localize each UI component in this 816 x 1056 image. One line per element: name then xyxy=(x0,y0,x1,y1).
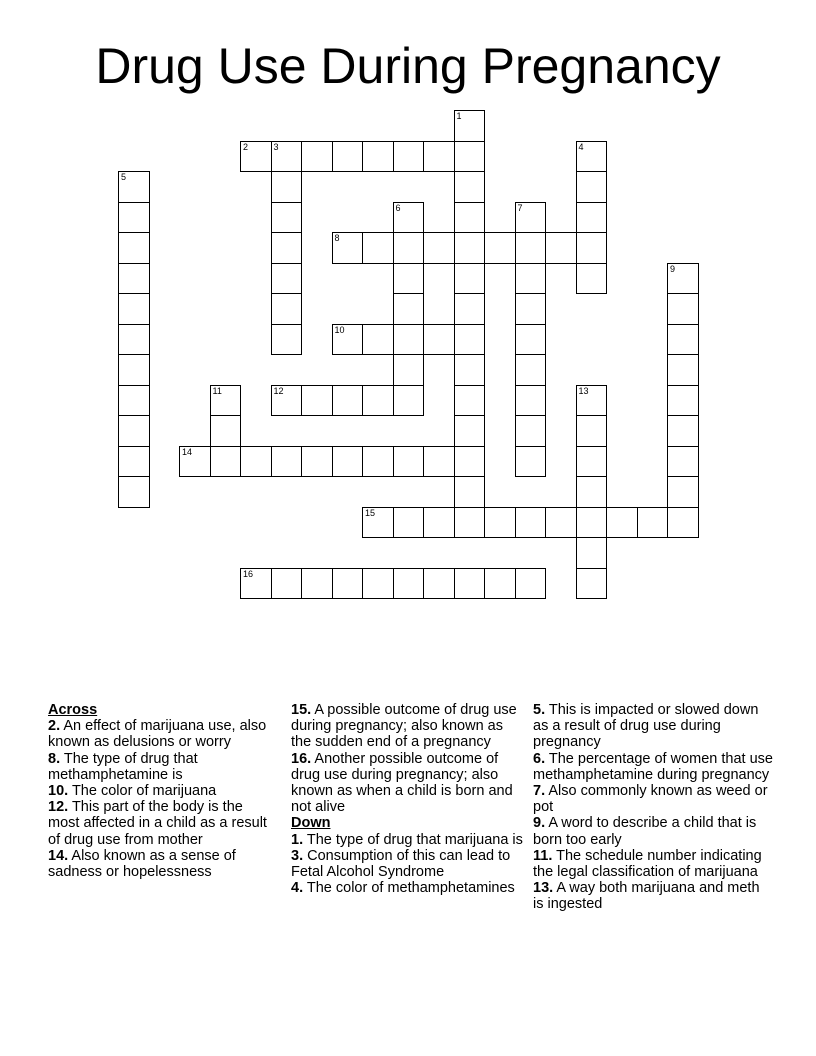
grid-cell[interactable] xyxy=(118,354,150,386)
clue-number: 5. xyxy=(533,702,546,718)
clues-column-3 xyxy=(533,702,773,913)
grid-cell[interactable] xyxy=(515,568,547,600)
grid-cell[interactable] xyxy=(210,446,242,478)
clue-number: 6. xyxy=(533,750,546,767)
grid-cell[interactable] xyxy=(667,446,699,478)
grid-cell[interactable] xyxy=(332,141,364,173)
grid-cell[interactable] xyxy=(118,415,150,447)
grid-cell[interactable] xyxy=(271,202,303,234)
grid-cell[interactable] xyxy=(393,263,425,295)
grid-cell[interactable] xyxy=(484,507,516,539)
grid-cell[interactable] xyxy=(454,354,486,386)
grid-cell[interactable] xyxy=(271,171,303,203)
clue-number: 14. xyxy=(48,847,69,864)
grid-cell[interactable] xyxy=(515,293,547,325)
grid-cell[interactable] xyxy=(454,476,486,508)
clue-across-12 xyxy=(48,799,274,848)
grid-cell[interactable] xyxy=(423,507,455,539)
clue-text: The color of marijuana xyxy=(71,783,217,800)
clue-number: 4. xyxy=(291,880,304,897)
clue-number: 2. xyxy=(48,718,61,735)
grid-cell[interactable] xyxy=(423,568,455,600)
grid-cell[interactable] xyxy=(576,232,608,264)
grid-cell[interactable] xyxy=(667,507,699,539)
cell-number: 16 xyxy=(243,568,254,579)
grid-cell[interactable] xyxy=(515,324,547,356)
cell-number: 12 xyxy=(273,385,284,396)
grid-cell[interactable] xyxy=(393,385,425,417)
clue-text: Also known as a sense of sadness or hopelessness xyxy=(48,847,236,881)
clue-number: 16. xyxy=(291,750,312,767)
clue-down-7 xyxy=(533,783,773,815)
grid-cell[interactable] xyxy=(667,385,699,417)
clue-down-5 xyxy=(533,702,773,751)
clue-number: 7. xyxy=(533,783,546,800)
grid-cell[interactable] xyxy=(362,385,394,417)
grid-cell[interactable] xyxy=(118,232,150,264)
clue-number: 13. xyxy=(533,880,554,897)
grid-cell[interactable] xyxy=(515,354,547,386)
grid-cell[interactable] xyxy=(301,446,333,478)
clue-text: Consumption of this can lead to Fetal Alcohol Syndrome xyxy=(291,847,511,881)
cell-number: 2 xyxy=(243,141,249,152)
clues-column-1 xyxy=(48,702,274,880)
grid-cell[interactable] xyxy=(118,324,150,356)
grid-cell[interactable] xyxy=(118,385,150,417)
grid-cell[interactable] xyxy=(454,415,486,447)
down-heading: Down xyxy=(291,815,331,832)
grid-cell[interactable] xyxy=(515,385,547,417)
grid-cell[interactable] xyxy=(545,507,577,539)
grid-cell[interactable] xyxy=(393,568,425,600)
grid-cell[interactable] xyxy=(301,141,333,173)
grid-cell[interactable] xyxy=(210,415,242,447)
clue-number: 3. xyxy=(291,847,304,864)
clue-text: This is impacted or slowed down as a result of drug use during pregnancy xyxy=(533,702,759,751)
grid-cell[interactable] xyxy=(393,141,425,173)
grid-cell[interactable] xyxy=(362,446,394,478)
grid-cell[interactable] xyxy=(118,202,150,234)
clue-text: The percentage of women that use methamphetamine during pregnancy xyxy=(533,750,773,783)
grid-cell[interactable] xyxy=(515,232,547,264)
grid-cell[interactable] xyxy=(454,568,486,600)
clue-number: 9. xyxy=(533,815,546,832)
clue-text: The type of drug that marijuana is xyxy=(306,831,523,848)
clue-down-4 xyxy=(291,880,527,896)
grid-cell[interactable] xyxy=(118,263,150,295)
grid-cell[interactable] xyxy=(118,446,150,478)
grid-cell[interactable] xyxy=(240,141,272,173)
clue-down-3 xyxy=(291,848,527,880)
grid-cell[interactable] xyxy=(576,446,608,478)
grid-cell[interactable] xyxy=(576,141,608,173)
grid-cell[interactable] xyxy=(179,446,211,478)
clue-text: The color of methamphetamines xyxy=(306,880,515,897)
grid-cell[interactable] xyxy=(332,324,364,356)
grid-cell[interactable] xyxy=(118,476,150,508)
grid-cell[interactable] xyxy=(301,568,333,600)
grid-cell[interactable] xyxy=(454,385,486,417)
clue-across-10 xyxy=(48,783,274,799)
grid-cell[interactable] xyxy=(454,110,486,142)
grid-cell[interactable] xyxy=(362,232,394,264)
grid-cell[interactable] xyxy=(576,202,608,234)
grid-cell[interactable] xyxy=(393,354,425,386)
clue-down-6 xyxy=(533,751,773,783)
across-heading: Across xyxy=(48,702,98,718)
grid-cell[interactable] xyxy=(362,324,394,356)
cell-number: 15 xyxy=(365,507,376,518)
grid-cell[interactable] xyxy=(118,293,150,325)
grid-cell[interactable] xyxy=(423,141,455,173)
cell-number: 11 xyxy=(212,385,222,396)
clue-number: 11. xyxy=(533,847,553,864)
grid-cell[interactable] xyxy=(210,385,242,417)
clue-across-16 xyxy=(291,751,527,816)
cell-number: 3 xyxy=(273,141,279,152)
grid-cell[interactable] xyxy=(271,263,303,295)
clue-across-8 xyxy=(48,751,274,783)
grid-cell[interactable] xyxy=(240,446,272,478)
grid-cell[interactable] xyxy=(454,202,486,234)
cell-number: 6 xyxy=(395,202,401,213)
clue-across-14 xyxy=(48,848,274,880)
clue-number: 1. xyxy=(291,831,304,848)
grid-cell[interactable] xyxy=(515,263,547,295)
clue-text: The schedule number indicating the legal classification of marijuana xyxy=(533,847,762,881)
clue-down-13 xyxy=(533,880,773,912)
cell-number: 7 xyxy=(517,202,523,213)
grid-cell[interactable] xyxy=(118,171,150,203)
clue-down-11 xyxy=(533,848,773,880)
clue-down-9 xyxy=(533,815,773,847)
grid-cell[interactable] xyxy=(576,415,608,447)
grid-cell[interactable] xyxy=(576,385,608,417)
clue-across-2 xyxy=(48,718,274,750)
clue-text: A way both marijuana and meth is ingested xyxy=(533,880,760,913)
grid-cell[interactable] xyxy=(271,293,303,325)
grid-cell[interactable] xyxy=(362,141,394,173)
grid-cell[interactable] xyxy=(271,446,303,478)
grid-cell[interactable] xyxy=(576,537,608,569)
grid-cell[interactable] xyxy=(332,568,364,600)
grid-cell[interactable] xyxy=(271,141,303,173)
grid-cell[interactable] xyxy=(515,415,547,447)
grid-cell[interactable] xyxy=(576,476,608,508)
grid-cell[interactable] xyxy=(393,324,425,356)
grid-cell[interactable] xyxy=(454,263,486,295)
grid-cell[interactable] xyxy=(301,385,333,417)
grid-cell[interactable] xyxy=(332,232,364,264)
grid-cell[interactable] xyxy=(515,507,547,539)
clue-across-15 xyxy=(291,702,527,751)
clue-text: A possible outcome of drug use during pregnancy; also known as the sudden end of a pregnancy xyxy=(291,702,517,751)
grid-cell[interactable] xyxy=(484,232,516,264)
cell-number: 4 xyxy=(578,141,584,152)
grid-cell[interactable] xyxy=(484,568,516,600)
clue-text: Also commonly known as weed or pot xyxy=(533,783,768,816)
grid-cell[interactable] xyxy=(515,446,547,478)
grid-cell[interactable] xyxy=(423,446,455,478)
grid-cell[interactable] xyxy=(545,232,577,264)
clue-number: 8. xyxy=(48,750,61,767)
cell-number: 9 xyxy=(670,263,676,274)
grid-cell[interactable] xyxy=(393,232,425,264)
page-title: Drug Use During Pregnancy xyxy=(95,38,721,94)
grid-cell[interactable] xyxy=(362,507,394,539)
grid-cell[interactable] xyxy=(667,354,699,386)
grid-cell[interactable] xyxy=(637,507,669,539)
grid-cell[interactable] xyxy=(667,324,699,356)
grid-cell[interactable] xyxy=(454,507,486,539)
grid-cell[interactable] xyxy=(454,171,486,203)
cell-number: 8 xyxy=(334,233,340,243)
grid-cell[interactable] xyxy=(423,232,455,264)
clue-down-1 xyxy=(291,832,527,848)
grid-cell[interactable] xyxy=(271,232,303,264)
grid-cell[interactable] xyxy=(454,141,486,173)
grid-cell[interactable] xyxy=(667,263,699,295)
grid-cell[interactable] xyxy=(606,507,638,539)
grid-cell[interactable] xyxy=(667,476,699,508)
cell-number: 10 xyxy=(334,324,345,335)
grid-cell[interactable] xyxy=(423,324,455,356)
grid-cell[interactable] xyxy=(576,263,608,295)
grid-cell[interactable] xyxy=(332,385,364,417)
grid-cell[interactable] xyxy=(667,293,699,325)
grid-cell[interactable] xyxy=(667,415,699,447)
clues-column-2 xyxy=(291,702,527,896)
grid-cell[interactable] xyxy=(576,171,608,203)
grid-cell[interactable] xyxy=(393,202,425,234)
grid-cell[interactable] xyxy=(271,324,303,356)
clue-number: 10. xyxy=(48,783,69,800)
grid-cell[interactable] xyxy=(454,232,486,264)
grid-cell[interactable] xyxy=(240,568,272,600)
grid-cell[interactable] xyxy=(515,202,547,234)
grid-cell[interactable] xyxy=(362,568,394,600)
cell-number: 5 xyxy=(121,172,127,182)
grid-cell[interactable] xyxy=(393,446,425,478)
grid-cell[interactable] xyxy=(454,293,486,325)
cell-number: 14 xyxy=(182,446,193,457)
cell-number: 13 xyxy=(578,385,589,396)
cell-number: 1 xyxy=(456,111,462,121)
clue-text: This part of the body is the most affected in a child as a result of drug use from mother xyxy=(48,799,267,848)
clue-text: Another possible outcome of drug use during pregnancy; also known as when a child is born and not alive xyxy=(291,750,513,816)
grid-cell[interactable] xyxy=(393,507,425,539)
clue-text: The type of drug that methamphetamine is xyxy=(48,750,198,783)
grid-cell[interactable] xyxy=(454,446,486,478)
grid-cell[interactable] xyxy=(576,507,608,539)
clue-number: 12. xyxy=(48,799,69,816)
grid-cell[interactable] xyxy=(454,324,486,356)
clue-text: A word to describe a child that is born too early xyxy=(533,815,757,848)
clue-text: An effect of marijuana use, also known as delusions or worry xyxy=(48,718,267,751)
grid-cell[interactable] xyxy=(576,568,608,600)
grid-cell[interactable] xyxy=(332,446,364,478)
grid-cell[interactable] xyxy=(393,293,425,325)
clue-number: 15. xyxy=(291,702,312,718)
grid-cell[interactable] xyxy=(271,568,303,600)
grid-cell[interactable] xyxy=(271,385,303,417)
